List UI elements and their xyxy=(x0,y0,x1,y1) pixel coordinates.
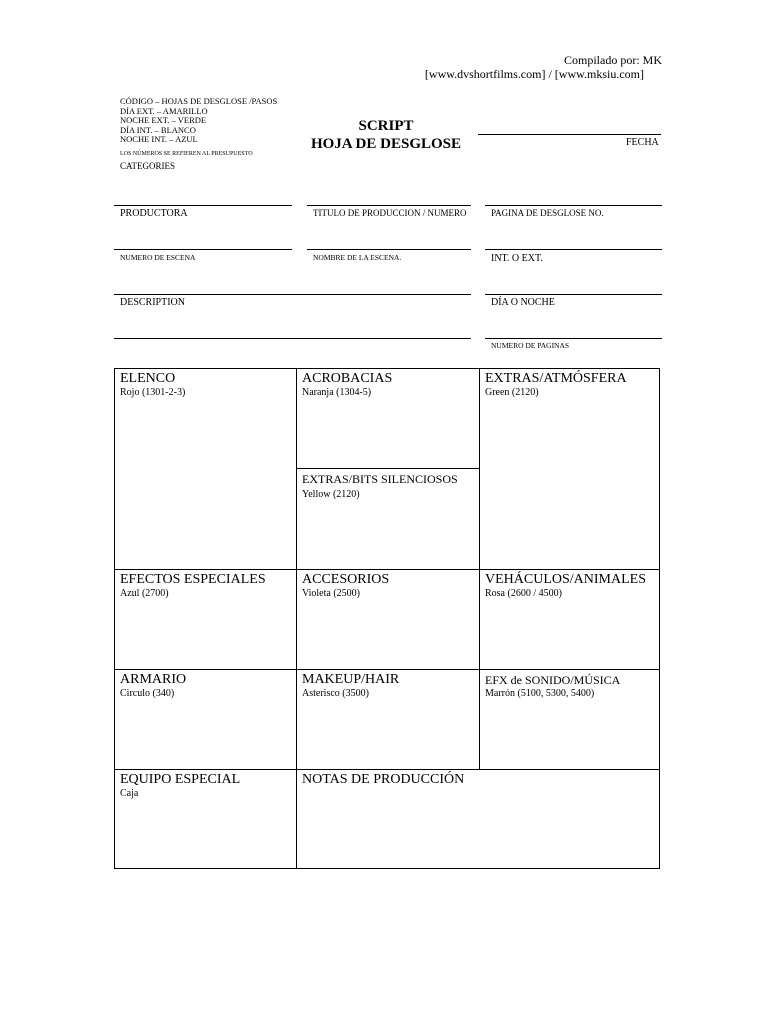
category-code: Azul (2700) xyxy=(120,588,169,599)
cell-elenco[interactable] xyxy=(115,369,296,569)
cell-efectos-especiales[interactable] xyxy=(115,570,296,669)
cell-acrobacias[interactable] xyxy=(297,369,479,468)
category-code: Asterisco (3500) xyxy=(302,688,369,699)
category-title: ELENCO xyxy=(120,371,176,386)
description-line[interactable] xyxy=(114,294,471,295)
nombre-escena-label: NOMBRE DE LA ESCENA. xyxy=(313,253,402,262)
category-code: Circulo (340) xyxy=(120,688,175,699)
category-title: ACROBACIAS xyxy=(302,371,393,386)
numero-paginas-line[interactable] xyxy=(485,338,662,339)
category-title: EXTRAS/BITS SILENCIOSOS xyxy=(302,472,458,486)
productora-label: PRODUCTORA xyxy=(120,208,188,219)
fecha-line[interactable] xyxy=(478,134,661,135)
legend-line: CÓDIGO – HOJAS DE DESGLOSE /PASOS xyxy=(120,96,278,106)
category-code: Caja xyxy=(120,788,139,799)
cell-extras-atmosfera[interactable] xyxy=(480,369,660,569)
cell-extras-bits[interactable] xyxy=(297,469,479,569)
category-code: Naranja (1304-5) xyxy=(302,387,372,398)
cell-notas-produccion[interactable] xyxy=(297,770,659,868)
cell-equipo-especial[interactable] xyxy=(115,770,296,868)
category-title: MAKEUP/HAIR xyxy=(302,672,400,687)
title-script: SCRIPT xyxy=(358,118,414,134)
websites: [www.dvshortfilms.com] / [www.mksiu.com] xyxy=(424,67,644,81)
cell-accesorios[interactable] xyxy=(297,570,479,669)
category-code: Green (2120) xyxy=(485,387,539,398)
color-code-legend xyxy=(120,97,277,172)
category-code: Rojo (1301-2-3) xyxy=(120,387,186,398)
cell-vehiculos[interactable] xyxy=(480,570,660,669)
compiled-by: Compilado por: MK xyxy=(564,53,662,67)
legend-line: NOCHE EXT. – VERDE xyxy=(120,115,207,125)
legend-line: NOCHE INT. – AZUL xyxy=(120,134,198,144)
cell-armario[interactable] xyxy=(115,670,296,769)
titulo-label: TITULO DE PRODUCCION / NUMERO xyxy=(313,208,467,218)
productora-line[interactable] xyxy=(114,205,292,206)
category-code: Marrón (5100, 5300, 5400) xyxy=(485,688,595,699)
numero-escena-label: NUMERO DE ESCENA xyxy=(120,253,196,262)
description-line-2[interactable] xyxy=(114,338,471,339)
category-code: Violeta (2500) xyxy=(302,588,360,599)
numero-paginas-label: NUMERO DE PAGINAS xyxy=(491,341,570,350)
fecha-label: FECHA xyxy=(626,137,659,148)
dia-noche-line[interactable] xyxy=(485,294,662,295)
category-title: EXTRAS/ATMÓSFERA xyxy=(485,371,627,386)
legend-line: DÍA INT. – BLANCO xyxy=(120,124,196,135)
cell-makeup-hair[interactable] xyxy=(297,670,479,769)
category-title: NOTAS DE PRODUCCIÓN xyxy=(302,772,465,787)
title-desglose: HOJA DE DESGLOSE xyxy=(310,136,462,152)
titulo-line[interactable] xyxy=(307,205,471,206)
breakdown-grid xyxy=(114,368,660,869)
numero-escena-line[interactable] xyxy=(114,249,292,250)
legend-note: LOS NÚMEROS SE REFIEREN AL PRESUPUESTO xyxy=(120,150,253,157)
category-code: Yellow (2120) xyxy=(302,489,360,500)
categories-label: CATEGORIES xyxy=(120,161,176,171)
category-title: EQUIPO ESPECIAL xyxy=(120,772,241,787)
category-title: EFECTOS ESPECIALES xyxy=(120,572,266,587)
category-title: ARMARIO xyxy=(120,672,187,687)
category-title: EFX de SONIDO/MÚSICA xyxy=(485,673,621,687)
pagina-line[interactable] xyxy=(485,205,662,206)
int-ext-label: INT. O EXT. xyxy=(491,253,543,264)
category-title: VEHÁCULOS/ANIMALES xyxy=(485,572,646,587)
dia-noche-label: DÍA O NOCHE xyxy=(491,297,555,308)
category-code: Rosa (2600 / 4500) xyxy=(485,588,562,599)
nombre-escena-line[interactable] xyxy=(307,249,471,250)
description-label: DESCRIPTION xyxy=(120,297,186,308)
int-ext-line[interactable] xyxy=(485,249,662,250)
page-title xyxy=(300,117,472,153)
category-title: ACCESORIOS xyxy=(302,572,390,587)
pagina-label: PAGINA DE DESGLOSE NO. xyxy=(491,208,604,218)
cell-efx-sonido[interactable] xyxy=(480,670,660,769)
legend-line: DÍA EXT. – AMARILLO xyxy=(120,105,208,116)
